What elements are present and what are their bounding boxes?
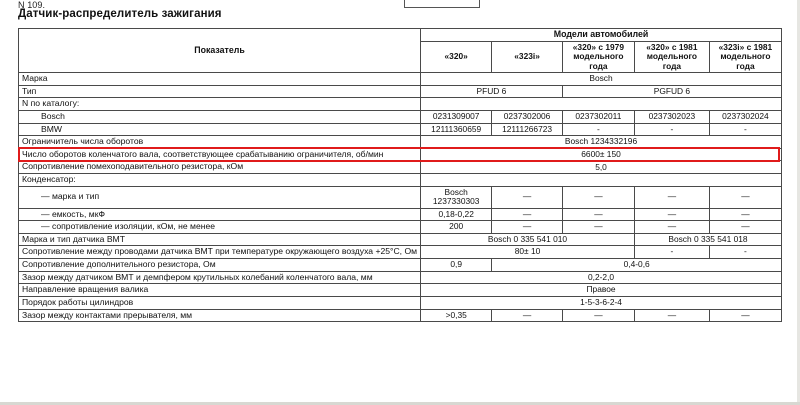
table-body — [19, 73, 782, 322]
row-parameter-label: Ограничитель числа оборотов — [19, 136, 421, 149]
row-value-cell: Bosch 1234332196 — [421, 136, 782, 149]
table-row — [19, 186, 782, 208]
row-parameter-label: N по каталогу: — [19, 98, 421, 111]
table-header-row-1 — [19, 29, 782, 42]
column-header-1: «323i» — [492, 41, 563, 72]
table-row — [19, 123, 782, 136]
row-value-cell — [421, 174, 782, 187]
header-param: Показатель — [19, 29, 421, 73]
table-row — [19, 208, 782, 221]
row-value-cell: 200 — [421, 221, 492, 234]
row-value-cell: 6600± 150 — [421, 148, 782, 161]
row-value-cell: - — [562, 123, 634, 136]
row-value-cell: 12111360659 — [421, 123, 492, 136]
row-parameter-label: Конденсатор: — [19, 174, 421, 187]
row-value-cell: 1-5-3-6-2-4 — [421, 296, 782, 309]
row-value-cell: PFUD 6 — [421, 85, 563, 98]
row-value-cell: — — [709, 186, 781, 208]
row-value-cell: — — [562, 221, 634, 234]
row-value-cell: — — [492, 208, 563, 221]
row-value-cell: — — [634, 309, 709, 322]
row-value-cell: Bosch 1237330303 — [421, 186, 492, 208]
row-value-cell: Правое — [421, 284, 782, 297]
table-row — [19, 309, 782, 322]
table-row — [19, 98, 782, 111]
row-value-cell: — — [492, 221, 563, 234]
row-value-cell: — — [634, 208, 709, 221]
row-value-cell: - — [709, 246, 781, 259]
header-models-group: Модели автомобилей — [421, 29, 782, 42]
row-parameter-label: Марка и тип датчика ВМТ — [19, 233, 421, 246]
table-row — [19, 110, 782, 123]
row-parameter-label: — марка и тип — [19, 186, 421, 208]
scan-artifact-box — [404, 0, 480, 8]
page-title: Датчик-распределитель зажигания — [18, 8, 222, 20]
row-value-cell: — — [562, 208, 634, 221]
table-row — [19, 85, 782, 98]
column-header-2: «320» с 1979 модельного года — [562, 41, 634, 72]
row-parameter-label: Направление вращения валика — [19, 284, 421, 297]
row-value-cell: 0237302006 — [492, 110, 563, 123]
specifications-table — [18, 28, 782, 322]
table-row — [19, 246, 782, 259]
table-row — [19, 73, 782, 86]
row-value-cell: 0,2-2,0 — [421, 271, 782, 284]
fragment-top-text: N 109. — [18, 0, 46, 10]
row-value-cell: Bosch 0 335 541 010 — [421, 233, 635, 246]
row-value-cell: — — [492, 186, 563, 208]
column-header-0: «320» — [421, 41, 492, 72]
table-row — [19, 148, 782, 161]
table-row — [19, 233, 782, 246]
row-value-cell: - — [709, 123, 781, 136]
row-value-cell: — — [492, 309, 563, 322]
table-row — [19, 296, 782, 309]
row-value-cell: 0237302023 — [634, 110, 709, 123]
row-value-cell: — — [562, 186, 634, 208]
table-row — [19, 271, 782, 284]
row-value-cell: — — [709, 221, 781, 234]
row-parameter-label: Зазор между датчиком ВМТ и демпфером крутильных колебаний коленчатого вала, мм — [19, 271, 421, 284]
row-value-cell: 0,4-0,6 — [492, 259, 782, 272]
table-row — [19, 259, 782, 272]
row-value-cell: 12111266723 — [492, 123, 563, 136]
row-parameter-label: Сопротивление между проводами датчика ВМТ при температуре окружающего воздуха +25°С, Ом — [19, 246, 421, 259]
row-parameter-label: Сопротивление дополнительного резистора, Ом — [19, 259, 421, 272]
table-row — [19, 161, 782, 174]
table-row — [19, 174, 782, 187]
row-value-cell: - — [634, 123, 709, 136]
row-parameter-label: Порядок работы цилиндров — [19, 296, 421, 309]
row-parameter-label: BMW — [19, 123, 421, 136]
row-value-cell: >0,35 — [421, 309, 492, 322]
row-parameter-label: Тип — [19, 85, 421, 98]
row-value-cell: 0231309007 — [421, 110, 492, 123]
row-parameter-label: Число оборотов коленчатого вала, соответствующее срабатыванию ограничителя, об/мин — [19, 148, 421, 161]
row-parameter-label: Зазор между контактами прерывателя, мм — [19, 309, 421, 322]
row-value-cell: 0237302011 — [562, 110, 634, 123]
row-value-cell: — — [634, 186, 709, 208]
row-value-cell: Bosch 0 335 541 018 — [634, 233, 781, 246]
row-value-cell: - — [634, 246, 709, 259]
row-parameter-label: — сопротивление изоляции, кОм, не менее — [19, 221, 421, 234]
row-parameter-label: Bosch — [19, 110, 421, 123]
table-row — [19, 221, 782, 234]
table-head — [19, 29, 782, 73]
row-parameter-label: — емкость, мкФ — [19, 208, 421, 221]
row-value-cell: 5,0 — [421, 161, 782, 174]
column-header-3: «320» с 1981 модельного года — [634, 41, 709, 72]
row-value-cell: — — [634, 221, 709, 234]
row-value-cell: — — [562, 309, 634, 322]
row-value-cell: 0,9 — [421, 259, 492, 272]
row-parameter-label: Сопротивление помехоподавительного резистора, кОм — [19, 161, 421, 174]
row-value-cell: Bosch — [421, 73, 782, 86]
row-value-cell — [421, 98, 782, 111]
table-row — [19, 136, 782, 149]
table-row — [19, 284, 782, 297]
row-value-cell: 0237302024 — [709, 110, 781, 123]
row-value-cell: 0,18-0,22 — [421, 208, 492, 221]
column-header-4: «323i» с 1981 модельного года — [709, 41, 781, 72]
row-value-cell: — — [709, 309, 781, 322]
row-parameter-label: Марка — [19, 73, 421, 86]
row-value-cell: 80± 10 — [421, 246, 635, 259]
row-value-cell: — — [709, 208, 781, 221]
row-value-cell: PGFUD 6 — [562, 85, 781, 98]
